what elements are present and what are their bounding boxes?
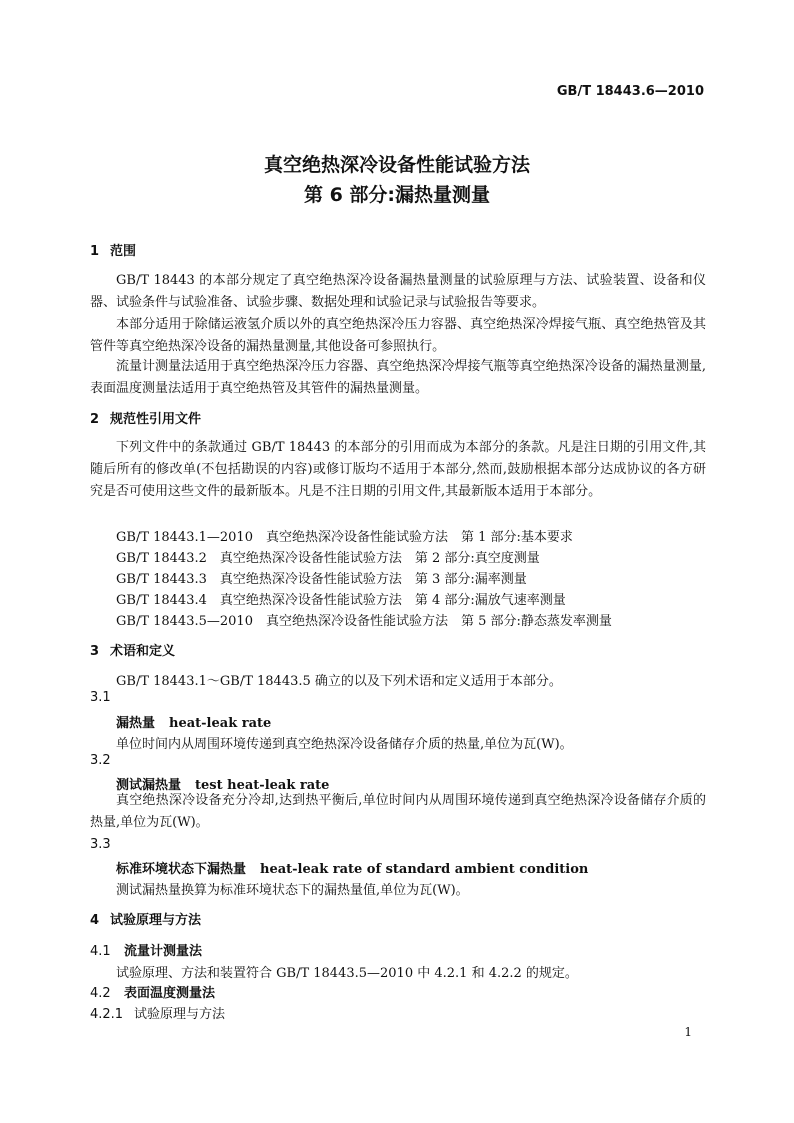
- term-definition: 测试漏热量换算为标准环境状态下的漏热量值,单位为瓦(W)。: [116, 883, 469, 898]
- reference-item: GB/T 18443.4 真空绝热深冷设备性能试验方法 第 4 部分:漏放气速率测量: [116, 593, 566, 608]
- subsubsection-heading: [90, 1003, 225, 1022]
- section-number: 1: [90, 244, 100, 259]
- section-title: 术语和定义: [110, 644, 176, 659]
- paragraph: GB/T 18443 的本部分规定了真空绝热深冷设备漏热量测量的试验原理与方法、试验装置、设备和仪器、试验条件与试验准备、试验步骤、数据处理和试验记录与试验报告等要求。: [90, 273, 706, 310]
- term-definition: 真空绝热深冷设备充分冷却,达到热平衡后,单位时间内从周围环境传递到真空绝热深冷设备储存介质的热量,单位为瓦(W)。: [90, 793, 706, 830]
- term-heading: [116, 712, 271, 731]
- section-title: 试验原理与方法: [110, 913, 202, 928]
- reference-item: GB/T 18443.2 真空绝热深冷设备性能试验方法 第 2 部分:真空度测量: [116, 551, 540, 566]
- subsection-number: 4.2: [90, 986, 111, 1001]
- section-number: 4: [90, 913, 100, 928]
- reference-item: GB/T 18443.3 真空绝热深冷设备性能试验方法 第 3 部分:漏率测量: [116, 572, 527, 587]
- subsubsection-number: 4.2.1: [90, 1007, 124, 1022]
- term-number: 3.3: [90, 837, 111, 852]
- term-definition: 单位时间内从周围环境传递到真空绝热深冷设备储存介质的热量,单位为瓦(W)。: [116, 737, 573, 752]
- section-heading-3: [90, 640, 175, 659]
- document-subtitle: 第 6 部分:漏热量测量: [303, 184, 491, 206]
- section-heading-2: [90, 408, 201, 427]
- term-number: 3.1: [90, 690, 111, 705]
- section-heading-1: [90, 240, 136, 259]
- term-heading: [116, 858, 588, 877]
- reference-item: GB/T 18443.5—2010 真空绝热深冷设备性能试验方法 第 5 部分:静态蒸发率测量: [116, 614, 612, 629]
- paragraph: 试验原理、方法和装置符合 GB/T 18443.5—2010 中 4.2.1 和 4.2.2 的规定。: [116, 966, 578, 981]
- subsection-heading: [90, 940, 202, 959]
- paragraph: 下列文件中的条款通过 GB/T 18443 的本部分的引用而成为本部分的条款。凡是注日期的引用文件,其随后所有的修改单(不包括勘误的内容)或修订版均不适用于本部分,然而,鼓励根据本部分达成协议的各方研究是否可使用这些文件的最新版本。凡是不注日期的引用文件,其最新版本适用于本部分。: [90, 440, 706, 499]
- document-title: 真空绝热深冷设备性能试验方法: [263, 154, 530, 176]
- term-en: heat-leak rate: [169, 716, 272, 731]
- subsection-number: 4.1: [90, 944, 111, 959]
- term-en: heat-leak rate of standard ambient condition: [260, 862, 589, 877]
- term-number: 3.2: [90, 753, 111, 768]
- section-heading-4: [90, 909, 201, 928]
- section-number: 3: [90, 644, 100, 659]
- paragraph: GB/T 18443.1～GB/T 18443.5 确立的以及下列术语和定义适用于本部分。: [116, 674, 562, 689]
- term-zh: 标准环境状态下漏热量: [116, 862, 247, 877]
- subsection-title: 流量计测量法: [124, 944, 203, 959]
- section-title: 范围: [110, 244, 137, 259]
- subsection-heading: [90, 982, 215, 1001]
- standard-code: GB/T 18443.6—2010: [556, 84, 704, 99]
- term-en: test heat-leak rate: [195, 778, 330, 793]
- page-number: 1: [684, 1025, 692, 1039]
- subsection-title: 表面温度测量法: [124, 986, 216, 1001]
- term-zh: 漏热量: [116, 716, 156, 731]
- reference-item: GB/T 18443.1—2010 真空绝热深冷设备性能试验方法 第 1 部分:基本要求: [116, 530, 573, 545]
- section-title: 规范性引用文件: [110, 412, 202, 427]
- paragraph: 本部分适用于除储运液氢介质以外的真空绝热深冷压力容器、真空绝热深冷焊接气瓶、真空绝热管及其管件等真空绝热深冷设备的漏热量测量,其他设备可参照执行。: [90, 317, 706, 354]
- paragraph: 流量计测量法适用于真空绝热深冷压力容器、真空绝热深冷焊接气瓶等真空绝热深冷设备的漏热量测量,表面温度测量法适用于真空绝热管及其管件的漏热量测量。: [90, 359, 706, 396]
- subsubsection-title: 试验原理与方法: [134, 1007, 226, 1022]
- section-number: 2: [90, 412, 100, 427]
- term-zh: 测试漏热量: [116, 778, 182, 793]
